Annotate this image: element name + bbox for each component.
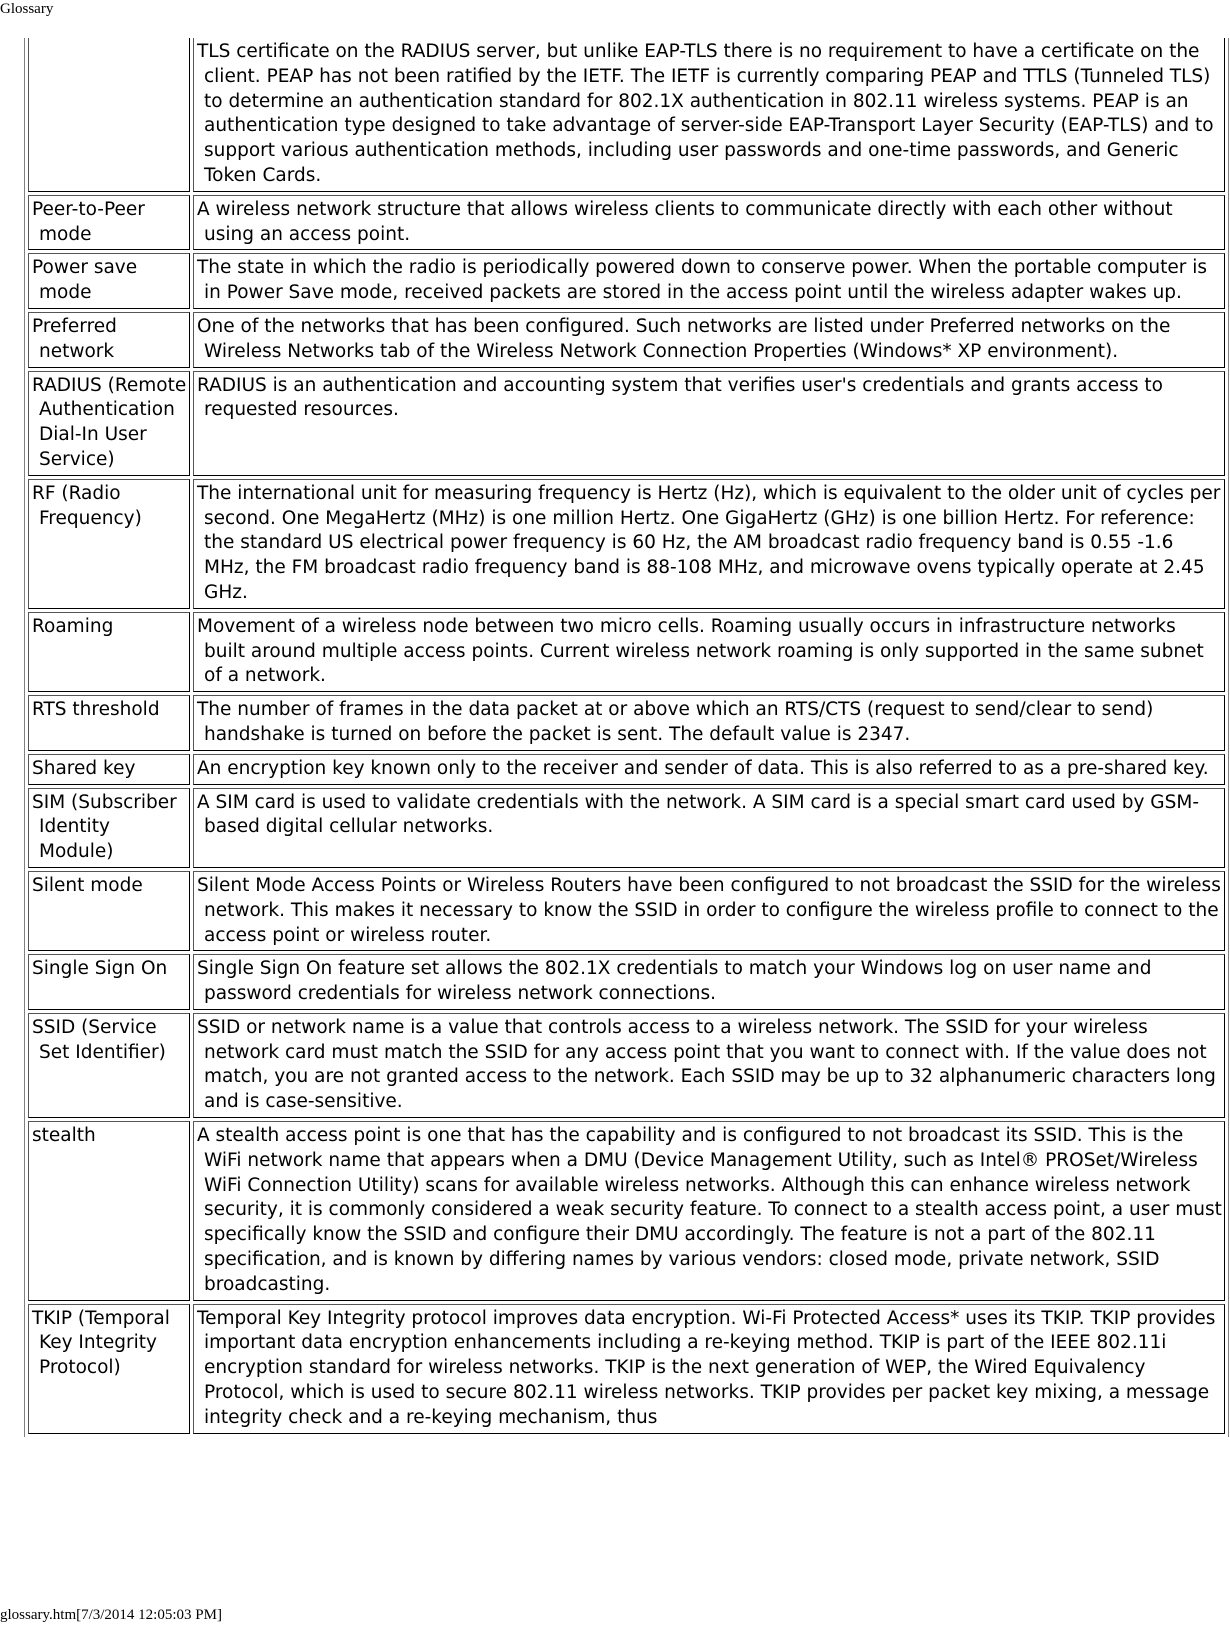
glossary-term: RADIUS (Remote Authentication Dial-In User Service) xyxy=(28,371,190,476)
glossary-definition: A stealth access point is one that has the capability and is configured to not broadcast its SSID. This is the WiFi network name that appears when a DMU (Device Management Utility, such as Intel® PROSet/Wireless WiFi Connection Utility) scans for available wireless networks. Although this can enhance wireless network security, it is commonly considered a weak security feature. To connect to a stealth access point, a user must specifically know the SSID and configure their DMU accordingly. The feature is not a part of the 802.11 specification, and is known by differing names by various vendors: closed mode, private network, SSID broadcasting. xyxy=(193,1121,1225,1301)
glossary-definition: Single Sign On feature set allows the 802.1X credentials to match your Windows log on user name and password credentials for wireless network connections. xyxy=(193,954,1225,1010)
table-row xyxy=(28,612,1225,692)
table-row xyxy=(28,695,1225,751)
glossary-definition: An encryption key known only to the receiver and sender of data. This is also referred to as a pre-shared key. xyxy=(193,754,1225,785)
glossary-definition: Silent Mode Access Points or Wireless Routers have been configured to not broadcast the SSID for the wireless network. This makes it necessary to know the SSID in order to configure the wireless profile to connect to the access point or wireless router. xyxy=(193,871,1225,951)
glossary-term: RF (Radio Frequency) xyxy=(28,479,190,609)
page-footer-source: glossary.htm[7/3/2014 12:05:03 PM] xyxy=(0,1607,222,1623)
table-row xyxy=(28,253,1225,309)
glossary-definition: The international unit for measuring frequency is Hertz (Hz), which is equivalent to the older unit of cycles per second. One MegaHertz (MHz) is one million Hertz. One GigaHertz (GHz) is one billion Hertz. For reference: the standard US electrical power frequency is 60 Hz, the AM broadcast radio frequency band is 0.55 -1.6 MHz, the FM broadcast radio frequency band is 88-108 MHz, and microwave ovens typically operate at 2.45 GHz. xyxy=(193,479,1225,609)
glossary-definition: RADIUS is an authentication and accounting system that verifies user's credentials and grants access to requested resources. xyxy=(193,371,1225,476)
glossary-table-container xyxy=(24,38,1229,1563)
table-row xyxy=(28,371,1225,476)
glossary-term: stealth xyxy=(28,1121,190,1301)
glossary-term: Silent mode xyxy=(28,871,190,951)
glossary-definition: SSID or network name is a value that controls access to a wireless network. The SSID for your wireless network card must match the SSID for any access point that you want to connect with. If the value does not match, you are not granted access to the network. Each SSID may be up to 32 alphanumeric characters long and is case-sensitive. xyxy=(193,1013,1225,1118)
glossary-definition: A SIM card is used to validate credentials with the network. A SIM card is a special smart card used by GSM-based digital cellular networks. xyxy=(193,788,1225,868)
glossary-definition: The number of frames in the data packet at or above which an RTS/CTS (request to send/clear to send) handshake is turned on before the packet is sent. The default value is 2347. xyxy=(193,695,1225,751)
glossary-definition: Temporal Key Integrity protocol improves data encryption. Wi-Fi Protected Access* uses its TKIP. TKIP provides important data encryption enhancements including a re-keying method. TKIP is part of the IEEE 802.11i encryption standard for wireless networks. TKIP is the next generation of WEP, the Wired Equivalency Protocol, which is used to secure 802.11 wireless networks. TKIP provides per packet key mixing, a message integrity check and a re-keying mechanism, thus xyxy=(193,1304,1225,1434)
glossary-term: Single Sign On xyxy=(28,954,190,1010)
table-row xyxy=(28,312,1225,368)
page-header-title: Glossary xyxy=(0,1,54,17)
glossary-term xyxy=(28,38,190,192)
glossary-term: Preferred network xyxy=(28,312,190,368)
table-row xyxy=(28,871,1225,951)
glossary-definition: TLS certificate on the RADIUS server, but unlike EAP-TLS there is no requirement to have a certificate on the client. PEAP has not been ratified by the IETF. The IETF is currently comparing PEAP and TTLS (Tunneled TLS) to determine an authentication standard for 802.1X authentication in 802.11 wireless systems. PEAP is an authentication type designed to take advantage of server-side EAP-Transport Layer Security (EAP-TLS) and to support various authentication methods, including user passwords and one-time passwords, and Generic Token Cards. xyxy=(193,38,1225,192)
glossary-term: SSID (Service Set Identifier) xyxy=(28,1013,190,1118)
glossary-term: Roaming xyxy=(28,612,190,692)
table-row xyxy=(28,754,1225,785)
glossary-definition: One of the networks that has been configured. Such networks are listed under Preferred networks on the Wireless Networks tab of the Wireless Network Connection Properties (Windows* XP environment). xyxy=(193,312,1225,368)
glossary-term: Power save mode xyxy=(28,253,190,309)
glossary-term: Shared key xyxy=(28,754,190,785)
glossary-term: RTS threshold xyxy=(28,695,190,751)
glossary-definition: Movement of a wireless node between two micro cells. Roaming usually occurs in infrastructure networks built around multiple access points. Current wireless network roaming is only supported in the same subnet of a network. xyxy=(193,612,1225,692)
table-row xyxy=(28,954,1225,1010)
glossary-definition: A wireless network structure that allows wireless clients to communicate directly with each other without using an access point. xyxy=(193,195,1225,251)
glossary-table xyxy=(24,38,1229,1437)
glossary-term: TKIP (Temporal Key Integrity Protocol) xyxy=(28,1304,190,1434)
glossary-term: Peer-to-Peer mode xyxy=(28,195,190,251)
table-row xyxy=(28,479,1225,609)
table-row xyxy=(28,195,1225,251)
table-row xyxy=(28,1121,1225,1301)
table-row xyxy=(28,1304,1225,1434)
glossary-definition: The state in which the radio is periodically powered down to conserve power. When the portable computer is in Power Save mode, received packets are stored in the access point until the wireless adapter wakes up. xyxy=(193,253,1225,309)
table-row xyxy=(28,38,1225,192)
glossary-term: SIM (Subscriber Identity Module) xyxy=(28,788,190,868)
table-row xyxy=(28,1013,1225,1118)
table-row xyxy=(28,788,1225,868)
